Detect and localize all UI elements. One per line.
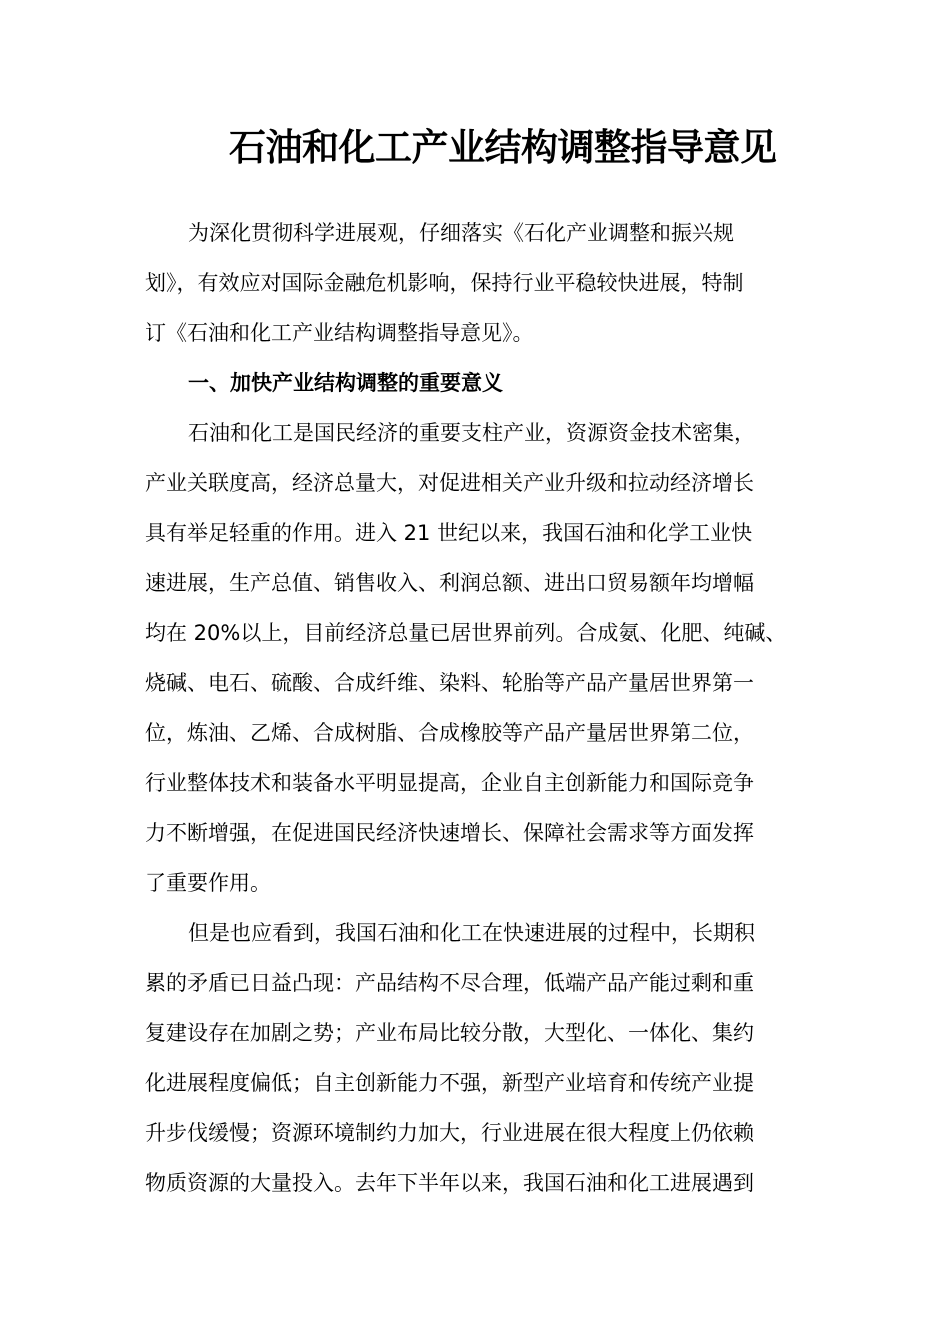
paragraph-line: 行业整体技术和装备水平明显提高，企业自主创新能力和国际竞争 <box>145 771 754 795</box>
document-title: 石油和化工产业结构调整指导意见 <box>229 126 777 169</box>
paragraph-line: 为深化贯彻科学进展观，仔细落实《石化产业调整和振兴规 <box>188 221 734 245</box>
paragraph-line: 累的矛盾已日益凸现：产品结构不尽合理，低端产品产能过剩和重 <box>145 971 754 995</box>
paragraph-line: 复建设存在加剧之势；产业布局比较分散，大型化、一体化、集约 <box>145 1021 754 1045</box>
paragraph-line: 位，炼油、乙烯、合成树脂、合成橡胶等产品产量居世界第二位， <box>145 721 754 745</box>
paragraph-line: 但是也应看到，我国石油和化工在快速进展的过程中，长期积 <box>188 921 755 945</box>
paragraph-line: 均在 20%以上，目前经济总量已居世界前列。合成氨、化肥、纯碱、 <box>145 621 787 645</box>
paragraph-line: 速进展，生产总值、销售收入、利润总额、进出口贸易额年均增幅 <box>145 571 754 595</box>
section-heading: 一、加快产业结构调整的重要意义 <box>188 371 503 395</box>
paragraph-line: 了重要作用。 <box>145 871 271 895</box>
paragraph-line: 力不断增强，在促进国民经济快速增长、保障社会需求等方面发挥 <box>145 821 754 845</box>
paragraph-line: 化进展程度偏低；自主创新能力不强，新型产业培育和传统产业提 <box>145 1071 754 1095</box>
paragraph-line: 订《石油和化工产业结构调整指导意见》。 <box>145 321 534 345</box>
paragraph-line: 物质资源的大量投入。去年下半年以来，我国石油和化工进展遇到 <box>145 1171 754 1195</box>
paragraph-line: 石油和化工是国民经济的重要支柱产业，资源资金技术密集， <box>188 421 755 445</box>
paragraph-line: 具有举足轻重的作用。进入 21 世纪以来，我国石油和化学工业快 <box>145 521 753 545</box>
paragraph-line: 升步伐缓慢；资源环境制约力加大，行业进展在很大程度上仍依赖 <box>145 1121 754 1145</box>
paragraph-line: 产业关联度高，经济总量大，对促进相关产业升级和拉动经济增长 <box>145 471 754 495</box>
paragraph-line: 划》，有效应对国际金融危机影响，保持行业平稳较快进展，特制 <box>145 271 744 295</box>
paragraph-line: 烧碱、电石、硫酸、合成纤维、染料、轮胎等产品产量居世界第一 <box>145 671 754 695</box>
